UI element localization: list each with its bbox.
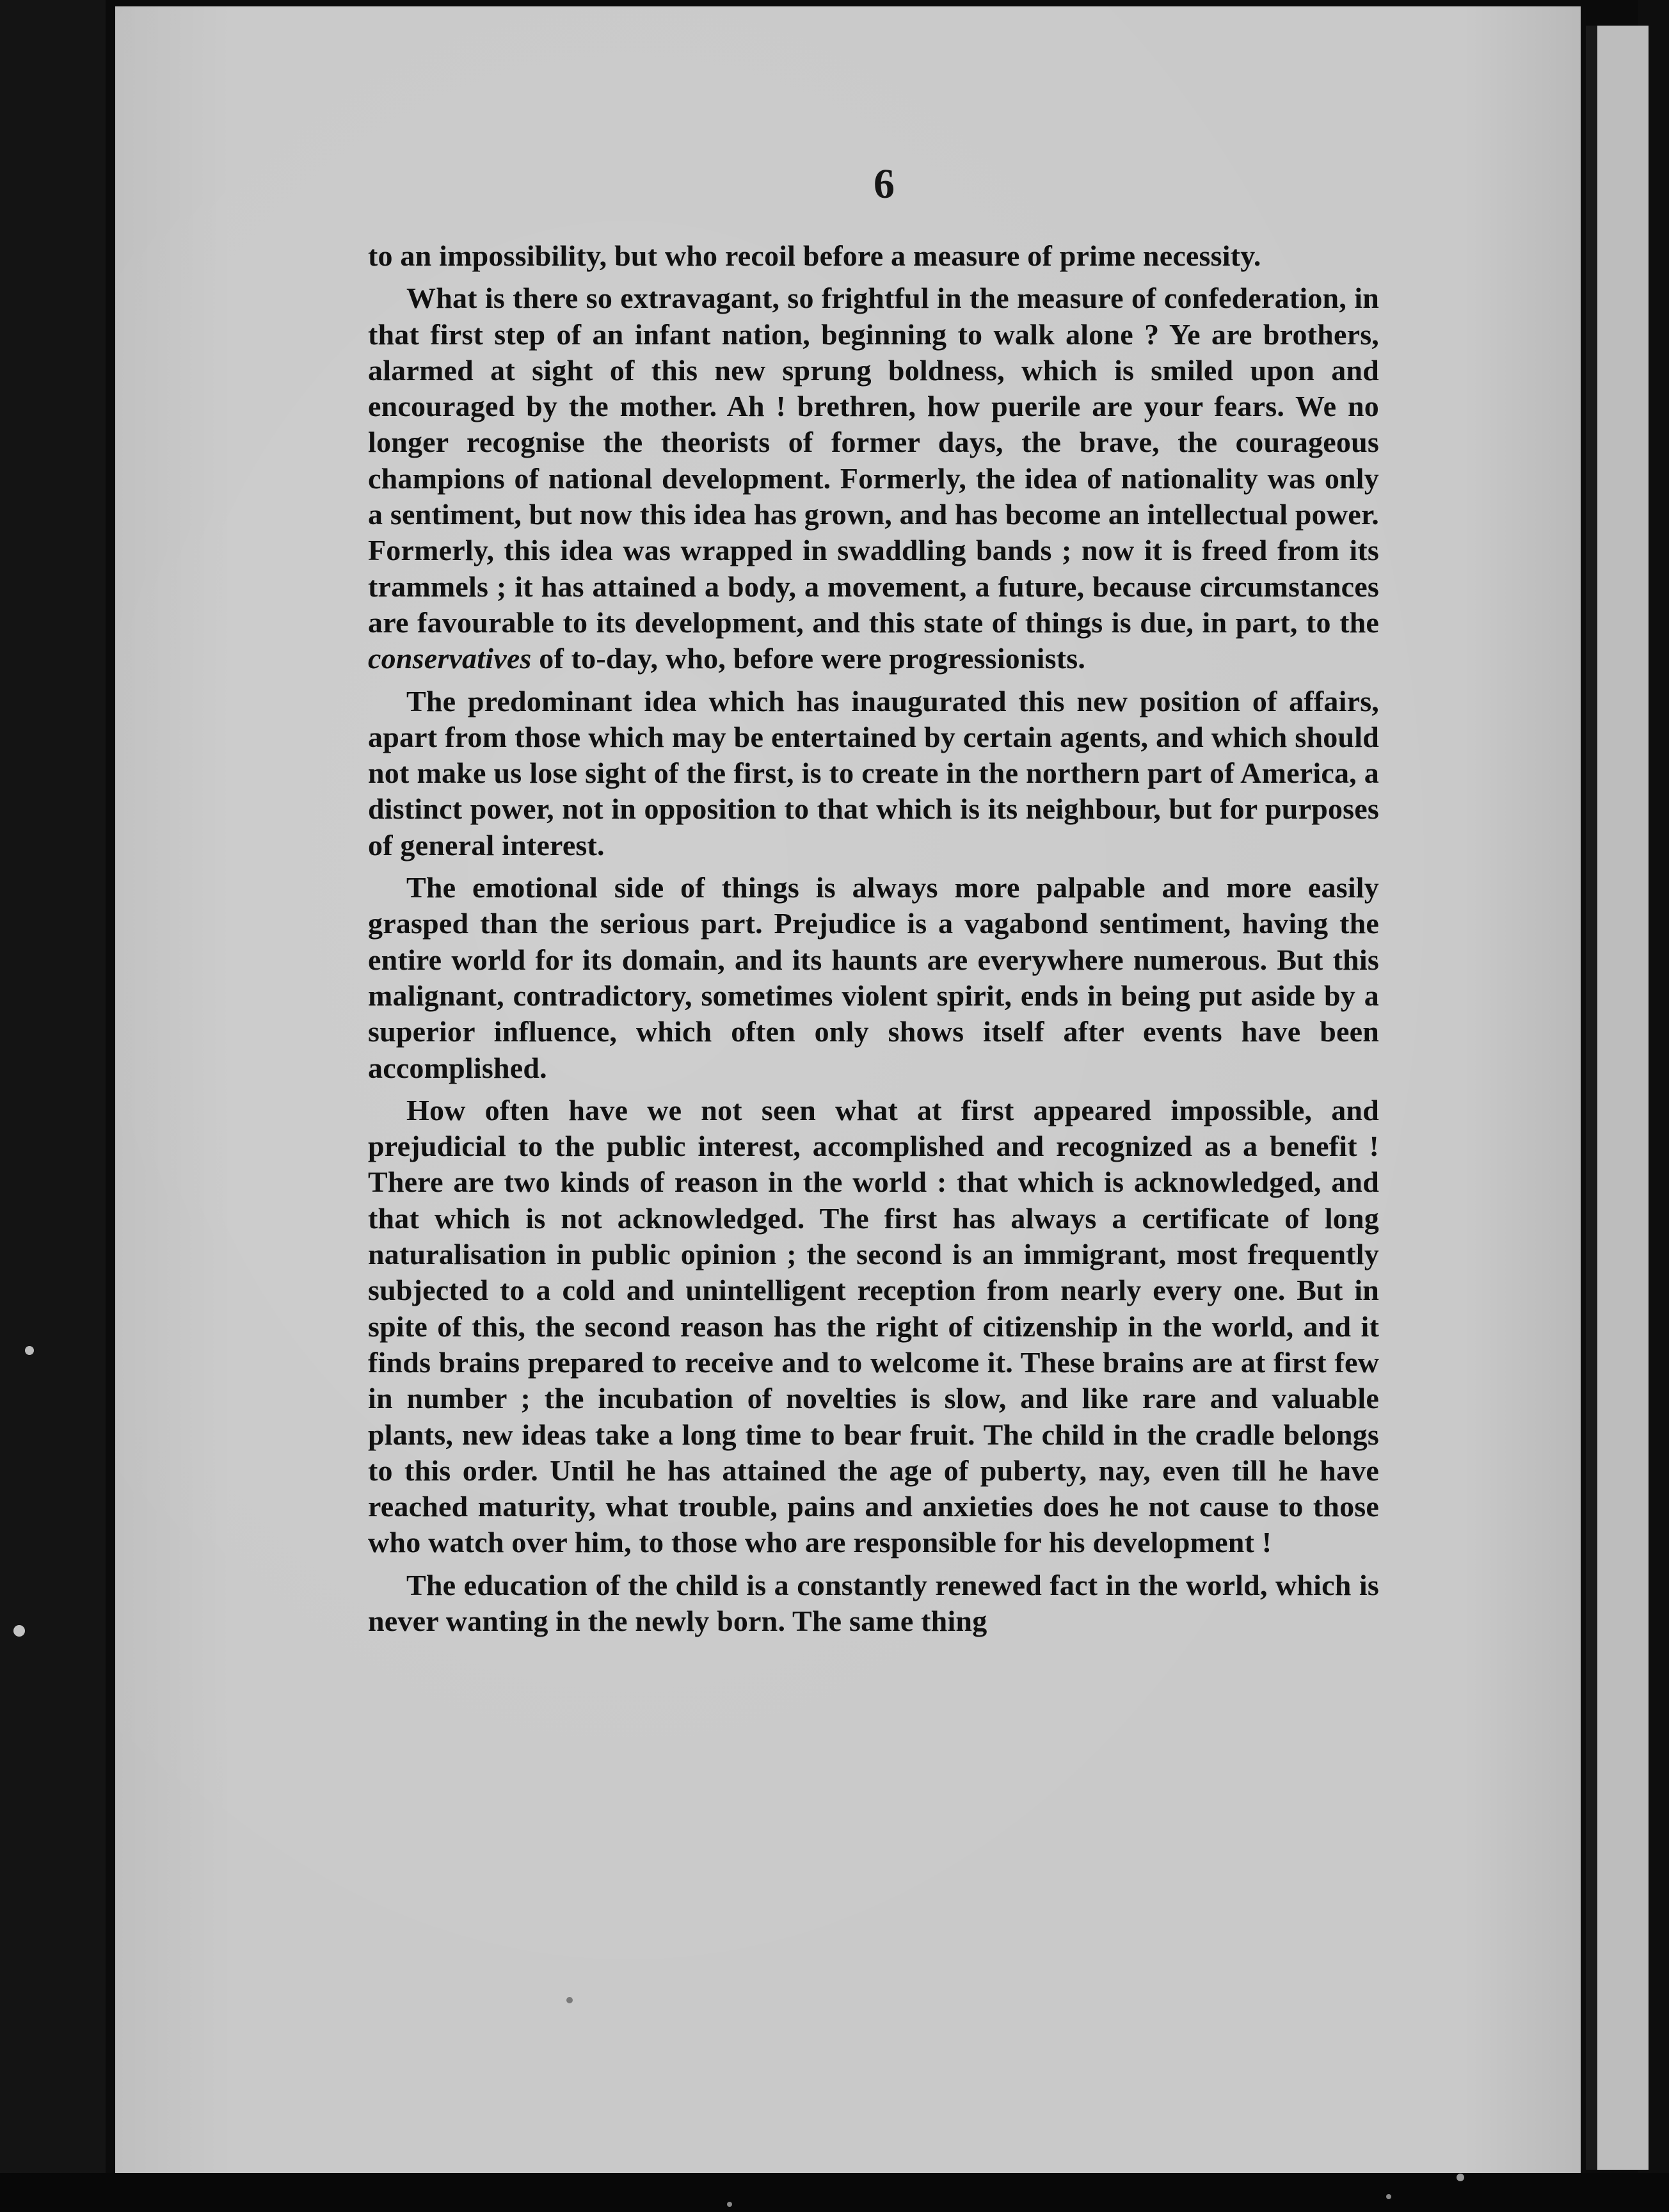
paragraph bbox=[368, 684, 1379, 863]
body-text bbox=[368, 238, 1379, 1646]
paragraph-text-tail: of to-day, who, before were progressionists. bbox=[539, 642, 1086, 675]
adjacent-page-edge bbox=[1586, 26, 1649, 2170]
paragraph bbox=[368, 280, 1379, 677]
microfilm-border-bottom bbox=[0, 2173, 1669, 2212]
paragraph-text: to an impossibility, but who recoil before a measure of prime necessity. bbox=[368, 239, 1261, 272]
microfilm-border-left bbox=[0, 0, 106, 2212]
italic-word: conservatives bbox=[368, 642, 532, 675]
paragraph-text: What is there so extravagant, so frightful in the measure of confederation, in that first step of an infant nation, beginning to walk alone ? Ye are brothers, alarmed at sight of this new sprung boldness, which is smiled upon and encouraged by the mother. Ah ! brethren, how puerile are your fears. We no longer recognise the theorists of former days, the brave, the courageous champions of national development. Formerly, the idea of nationality was only a sentiment, but now this idea has grown, and has become an intellectual power. Formerly, this idea was wrapped in swaddling bands ; now it is freed from its trammels ; it has attained a body, a movement, a future, because circumstances are favourable to its development, and this state of things is due, in part, to the bbox=[368, 282, 1379, 639]
paragraph-text: The predominant idea which has inaugurated this new position of affairs, apart from those which may be entertained by certain agents, and which should not make us lose sight of the first, is to create in the northern part of America, a distinct power, not in opposition to that which is its neighbour, but for purposes of general interest. bbox=[368, 684, 1379, 862]
paragraph-text: How often have we not seen what at first appeared impossible, and prejudicial to the public interest, accomplished and recognized as a benefit ! There are two kinds of reason in the world : that which is acknowledged, and that which is not acknowledged. The first has always a certificate of long naturalisation in public opinion ; the second is an immigrant, most frequently subjected to a cold and unintelligent reception from nearly every one. But in spite of this, the second reason has the right of citizenship in the world, and it finds brains prepared to receive and to welcome it. These brains are at first few in number ; the incubation of novelties is slow, and like rare and valuable plants, new ideas take a long time to bear fruit. The child in the cradle belongs to this order. Until he has attained the age of puberty, nay, even till he have reached maturity, what trouble, pains and anxieties does he not cause to those who watch over him, to those who are responsible for his development ! bbox=[368, 1093, 1379, 1559]
paragraph bbox=[368, 1567, 1379, 1640]
paragraph bbox=[368, 238, 1379, 274]
paragraph-text: The education of the child is a constantly renewed fact in the world, which is never wanting in the newly born. The same thing bbox=[368, 1568, 1379, 1637]
paragraph bbox=[368, 1093, 1379, 1561]
paragraph bbox=[368, 870, 1379, 1086]
page-number: 6 bbox=[874, 161, 895, 207]
paragraph-text: The emotional side of things is always more palpable and more easily grasped than the serious part. Prejudice is a vagabond sentiment, having the entire world for its domain, and its haunts are everywhere numerous. But this malignant, contradictory, sometimes violent spirit, ends in being put aside by a superior influence, which often only shows itself after events have been accomplished. bbox=[368, 871, 1379, 1084]
